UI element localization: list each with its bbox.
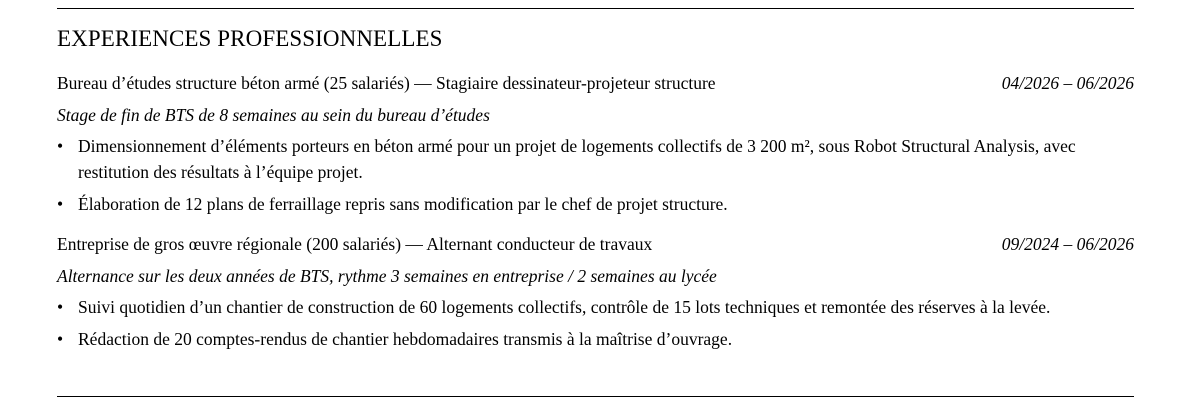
experience-header (57, 232, 1134, 256)
experience-dates: 04/2026 – 06/2026 (1001, 73, 1134, 93)
list-item (57, 294, 1063, 320)
section-title: EXPERIENCES PROFESSIONNELLES (57, 26, 443, 51)
bullet-icon: • (57, 329, 64, 349)
list-item (57, 326, 1134, 352)
bullet-icon: • (57, 297, 64, 317)
experience-summary: Stage de fin de BTS de 8 semaines au sein du bureau d’études (57, 105, 490, 125)
top-divider (57, 8, 1134, 9)
bullet-text: Suivi quotidien d’un chantier de construction de 60 logements collectifs, contrôle de 15 lots techniques et remontée des réserves à la levée. (78, 297, 1051, 317)
experience-heading: Entreprise de gros œuvre régionale (200 salariés) — Alternant conducteur de travaux (57, 234, 653, 254)
experience-heading: Bureau d’études structure béton armé (25 salariés) — Stagiaire dessinateur-projeteur structure (57, 73, 716, 93)
bullet-text: Dimensionnement d’éléments porteurs en béton armé pour un projet de logements collectifs de 3 200 m², sous Robot Structural Analysis, avec restitution des résultats à l’équipe projet. (78, 136, 1076, 182)
list-item (57, 133, 1123, 185)
experience-header (57, 71, 1134, 95)
bullet-text: Rédaction de 20 comptes-rendus de chantier hebdomadaires transmis à la maîtrise d’ouvrage. (78, 329, 733, 349)
experience-entry-1 (57, 71, 1134, 223)
bottom-divider (57, 396, 1134, 397)
experience-bullet-list (57, 133, 1134, 217)
experience-entry-2 (57, 232, 1134, 358)
bullet-text: Élaboration de 12 plans de ferraillage repris sans modification par le chef de projet structure. (78, 194, 728, 214)
bullet-icon: • (57, 194, 64, 214)
experience-dates: 09/2024 – 06/2026 (1001, 234, 1134, 254)
experience-bullet-list (57, 294, 1134, 352)
bullet-icon: • (57, 136, 64, 156)
list-item (57, 191, 1134, 217)
experience-summary: Alternance sur les deux années de BTS, rythme 3 semaines en entreprise / 2 semaines au lycée (57, 266, 717, 286)
